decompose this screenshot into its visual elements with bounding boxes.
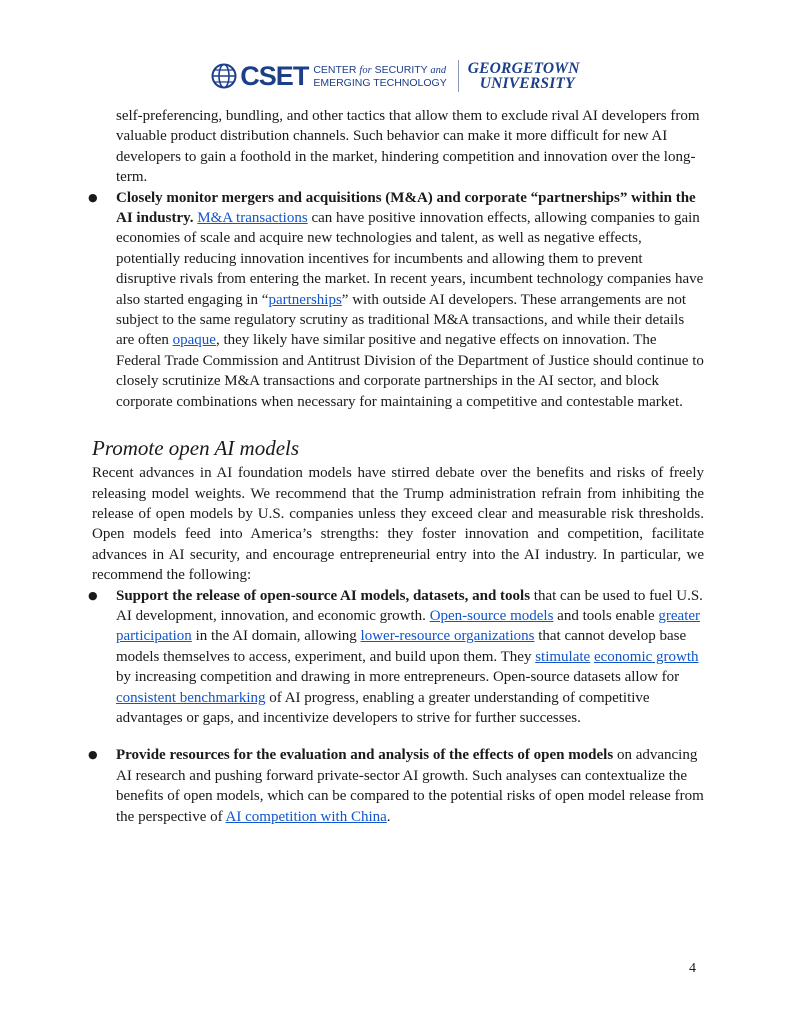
link-consistent-benchmarking[interactable]: consistent benchmarking (116, 689, 266, 706)
section-intro: Recent advances in AI foundation models have stirred debate over the benefits and risks of freely releasing model weights. We recommend that the Trump administration refrain from inhibiting the release of open models by U.S. companies unless they exceed clear and measurable risk thresholds. Open models feed into America’s strengths: they foster innovation and competition, facilitate advances in AI security, and encourage entrepreneurial entry into the AI industry. In particular, we recommend the following: (92, 465, 704, 584)
link-mna-transactions[interactable]: M&A transactions (197, 210, 308, 227)
page-number: 4 (689, 961, 696, 976)
list-item-mna: ● Closely monitor mergers and acquisitions (M&A) and corporate “partnerships” within the AI industry. M&A transactions can have positive innovation effects, allowing companies to gain economies of scale and acquire new technologies and talent, as well as negative effects, potentially reducing innovation incentives for incumbents and allowing them to prevent disruptive rivals from entering the market. In recent years, incumbent technology companies have also started engaging in “partnerships” with outside AI developers. These arrangements are not subject to the same regulatory scrutiny as traditional M&A transactions, and while their details are often opaque, they likely have similar positive and negative effects on innovation. The Federal Trade Commission and Antitrust Division of the Department of Justice should continue to closely scrutinize M&A transactions and corporate partnerships in the AI sector, and block corporate combinations when necessary for maintaining a competitive and contestable market. (92, 188, 704, 412)
link-economic-growth[interactable]: economic growth (593, 648, 699, 665)
continued-paragraph: self-preferencing, bundling, and other tactics that allow them to exclude rival AI developers from valuable product distribution channels. Such behavior can make it more difficult for new AI developers to gain a foothold in the market, hindering competition and innovation over the long-term. (116, 108, 700, 186)
link-greater-participation[interactable]: greater participation (116, 607, 701, 645)
cset-globe-icon (211, 63, 237, 89)
cset-logo (211, 60, 447, 91)
link-open-source-models[interactable]: Open-source models (429, 607, 554, 624)
cset-subtitle: CENTER for SECURITY and EMERGING TECHNOLOGY (313, 63, 447, 89)
link-stimulate[interactable]: stimulate (535, 648, 591, 665)
section-heading: Promote open AI models (92, 436, 300, 461)
bullet-heading: Support the release of open-source AI models, datasets, and tools (116, 587, 531, 604)
list-item-support-release: ● Support the release of open-source AI models, datasets, and tools that can be used to fuel U.S. AI development, innovation, and economic growth. Open-source models and tools enable greater participation in the AI domain, allowing lower-resource organizations that cannot develop base models themselves to access, experiment, and build upon them. They stimulate economic growth by increasing competition and drawing in more entrepreneurs. Open-source datasets allow for consistent benchmarking of AI progress, enabling a greater understanding of competitive advantages or gaps, and incentivize developers to strive for further successes. (92, 586, 704, 729)
link-ai-competition-china[interactable]: AI competition with China (225, 808, 387, 825)
bullet-heading: Provide resources for the evaluation and analysis of the effects of open models (116, 747, 614, 764)
bullet-list-open-models (92, 586, 704, 827)
georgetown-logo: GEORGETOWN UNIVERSITY (467, 60, 580, 92)
logo-divider (458, 60, 459, 92)
cset-wordmark: CSET (240, 60, 309, 91)
link-partnerships[interactable]: partnerships (268, 291, 342, 308)
link-opaque[interactable]: opaque (172, 332, 216, 349)
link-lower-resource-organizations[interactable]: lower-resource organizations (360, 628, 535, 645)
list-item-provide-resources: ● Provide resources for the evaluation and analysis of the effects of open models on advancing AI research and pushing forward private-sector AI growth. Such analyses can contextualize the benefits of open models, which can be compared to the potential risks of open model release from the perspective of AI competition with China. (92, 745, 704, 827)
page-content (92, 106, 704, 827)
bullet-heading: Closely monitor mergers and acquisitions (M&A) and corporate “partnerships” within the AI industry. (116, 189, 696, 227)
bullet-list-competition (92, 188, 704, 412)
page-header (0, 58, 791, 94)
